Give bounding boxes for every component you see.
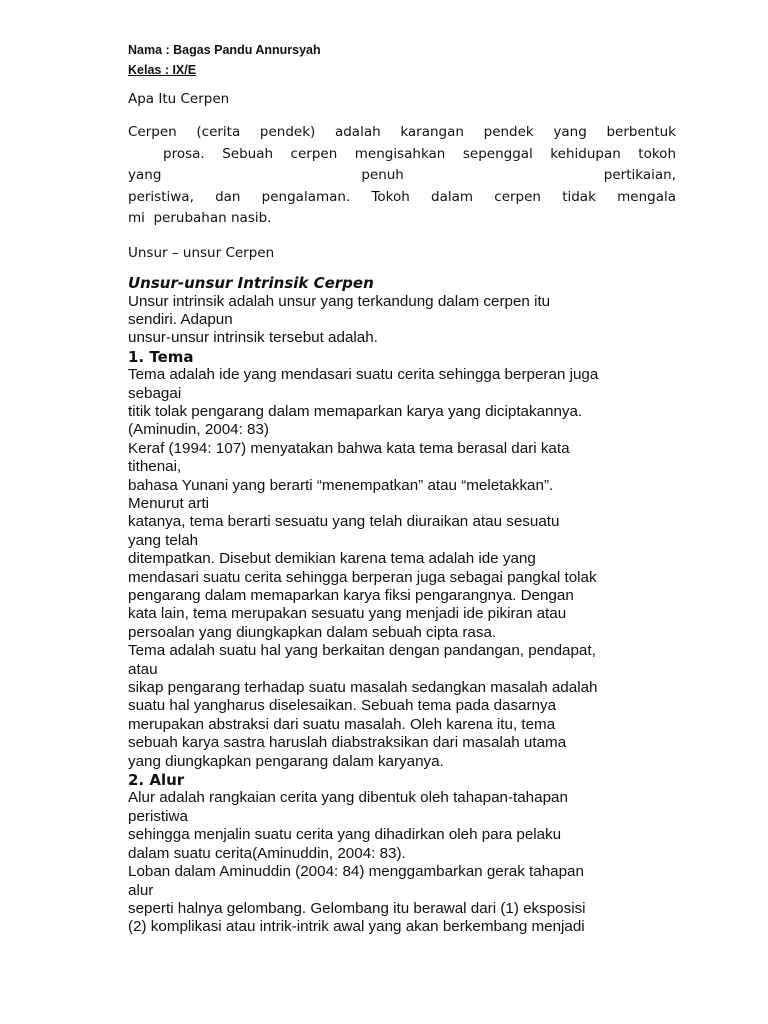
document-title: Apa Itu Cerpen — [128, 91, 230, 107]
intrinsic-heading: Unsur-unsur Intrinsik Cerpen — [128, 273, 374, 292]
tema-line: (Aminudin, 2004: 83) — [128, 421, 269, 439]
definition-line: peristiwa, dan pengalaman. Tokoh dalam cerpen tidak mengala — [128, 188, 676, 205]
tema-line: suatu hal yangharus diselesaikan. Sebuah tema pada dasarnya — [128, 697, 557, 715]
intrinsic-intro-line: unsur-unsur intrinsik tersebut adalah. — [128, 329, 378, 347]
intrinsic-section — [128, 273, 676, 937]
tema-line: katanya, tema berarti sesuatu yang telah diuraikan atau sesuatu — [128, 513, 560, 531]
alur-heading: 2. Alur — [128, 771, 185, 790]
intrinsic-intro-line: Unsur intrinsik adalah unsur yang terkandung dalam cerpen itu — [128, 292, 551, 310]
tema-line: Menurut arti — [128, 494, 210, 512]
alur-line: Alur adalah rangkaian cerita yang dibentuk oleh tahapan-tahapan — [128, 789, 568, 807]
student-name: Nama : Bagas Pandu Annursyah — [128, 43, 321, 57]
intrinsic-intro-line: sendiri. Adapun — [128, 310, 233, 328]
elements-heading: Unsur – unsur Cerpen — [128, 244, 275, 261]
definition-line: Cerpen (cerita pendek) adalah karangan pendek yang berbentuk — [128, 124, 676, 140]
tema-line: Keraf (1994: 107) menyatakan bahwa kata tema berasal dari kata — [128, 439, 570, 457]
tema-line: tithenai, — [128, 458, 182, 476]
tema-line: sebuah karya sastra haruslah diabstraksikan dari masalah utama — [128, 734, 567, 752]
definition-line: mi perubahan nasib. — [128, 210, 272, 226]
tema-line: Tema adalah suatu hal yang berkaitan dengan pandangan, pendapat, — [128, 642, 596, 660]
alur-line: Loban dalam Aminuddin (2004: 84) menggambarkan gerak tahapan — [128, 863, 584, 881]
tema-line: pengarang dalam memaparkan karya fiksi pengarangnya. Dengan — [128, 587, 574, 604]
definition-line: yang penuh pertikaian, — [128, 167, 676, 183]
alur-line: dalam suatu cerita(Aminuddin, 2004: 83). — [128, 844, 406, 862]
tema-line: titik tolak pengarang dalam memaparkan karya yang diciptakannya. — [128, 402, 583, 420]
student-class: Kelas : IX/E — [128, 63, 197, 77]
tema-line: kata lain, tema merupakan sesuatu yang menjadi ide pikiran atau — [128, 605, 567, 623]
definition-line: prosa. Sebuah cerpen mengisahkan sepenggal kehidupan tokoh — [128, 145, 676, 162]
alur-line: seperti halnya gelombang. Gelombang itu berawal dari (1) eksposisi — [128, 899, 586, 917]
tema-line: atau — [128, 660, 158, 678]
tema-line: merupakan abstraksi dari suatu masalah. Oleh karena itu, tema — [128, 715, 556, 733]
tema-line: ditempatkan. Disebut demikian karena tema adalah ide yang — [128, 550, 536, 568]
alur-line: (2) komplikasi atau intrik-intrik awal yang akan berkembang menjadi — [128, 918, 585, 936]
definition-paragraph — [128, 122, 676, 230]
tema-line: persoalan yang diungkapkan dalam sebuah cipta rasa. — [128, 623, 497, 641]
tema-line: yang diungkapkan pengarang dalam karyanya. — [128, 752, 444, 770]
tema-line: bahasa Yunani yang berarti “menempatkan” atau “meletakkan”. — [128, 476, 554, 494]
alur-line: peristiwa — [128, 807, 188, 825]
alur-line: alur — [128, 881, 154, 899]
document-page — [128, 40, 676, 937]
tema-heading: 1. Tema — [128, 347, 194, 366]
tema-line: Tema adalah ide yang mendasari suatu cerita sehingga berperan juga — [128, 366, 599, 384]
tema-line: mendasari suatu cerita sehingga berperan juga sebagai pangkal tolak — [128, 568, 597, 586]
alur-line: sehingga menjalin suatu cerita yang dihadirkan oleh para pelaku — [128, 826, 562, 844]
tema-line: sebagai — [128, 384, 182, 402]
tema-line: sikap pengarang terhadap suatu masalah sedangkan masalah adalah — [128, 679, 598, 697]
tema-line: yang telah — [128, 531, 199, 549]
